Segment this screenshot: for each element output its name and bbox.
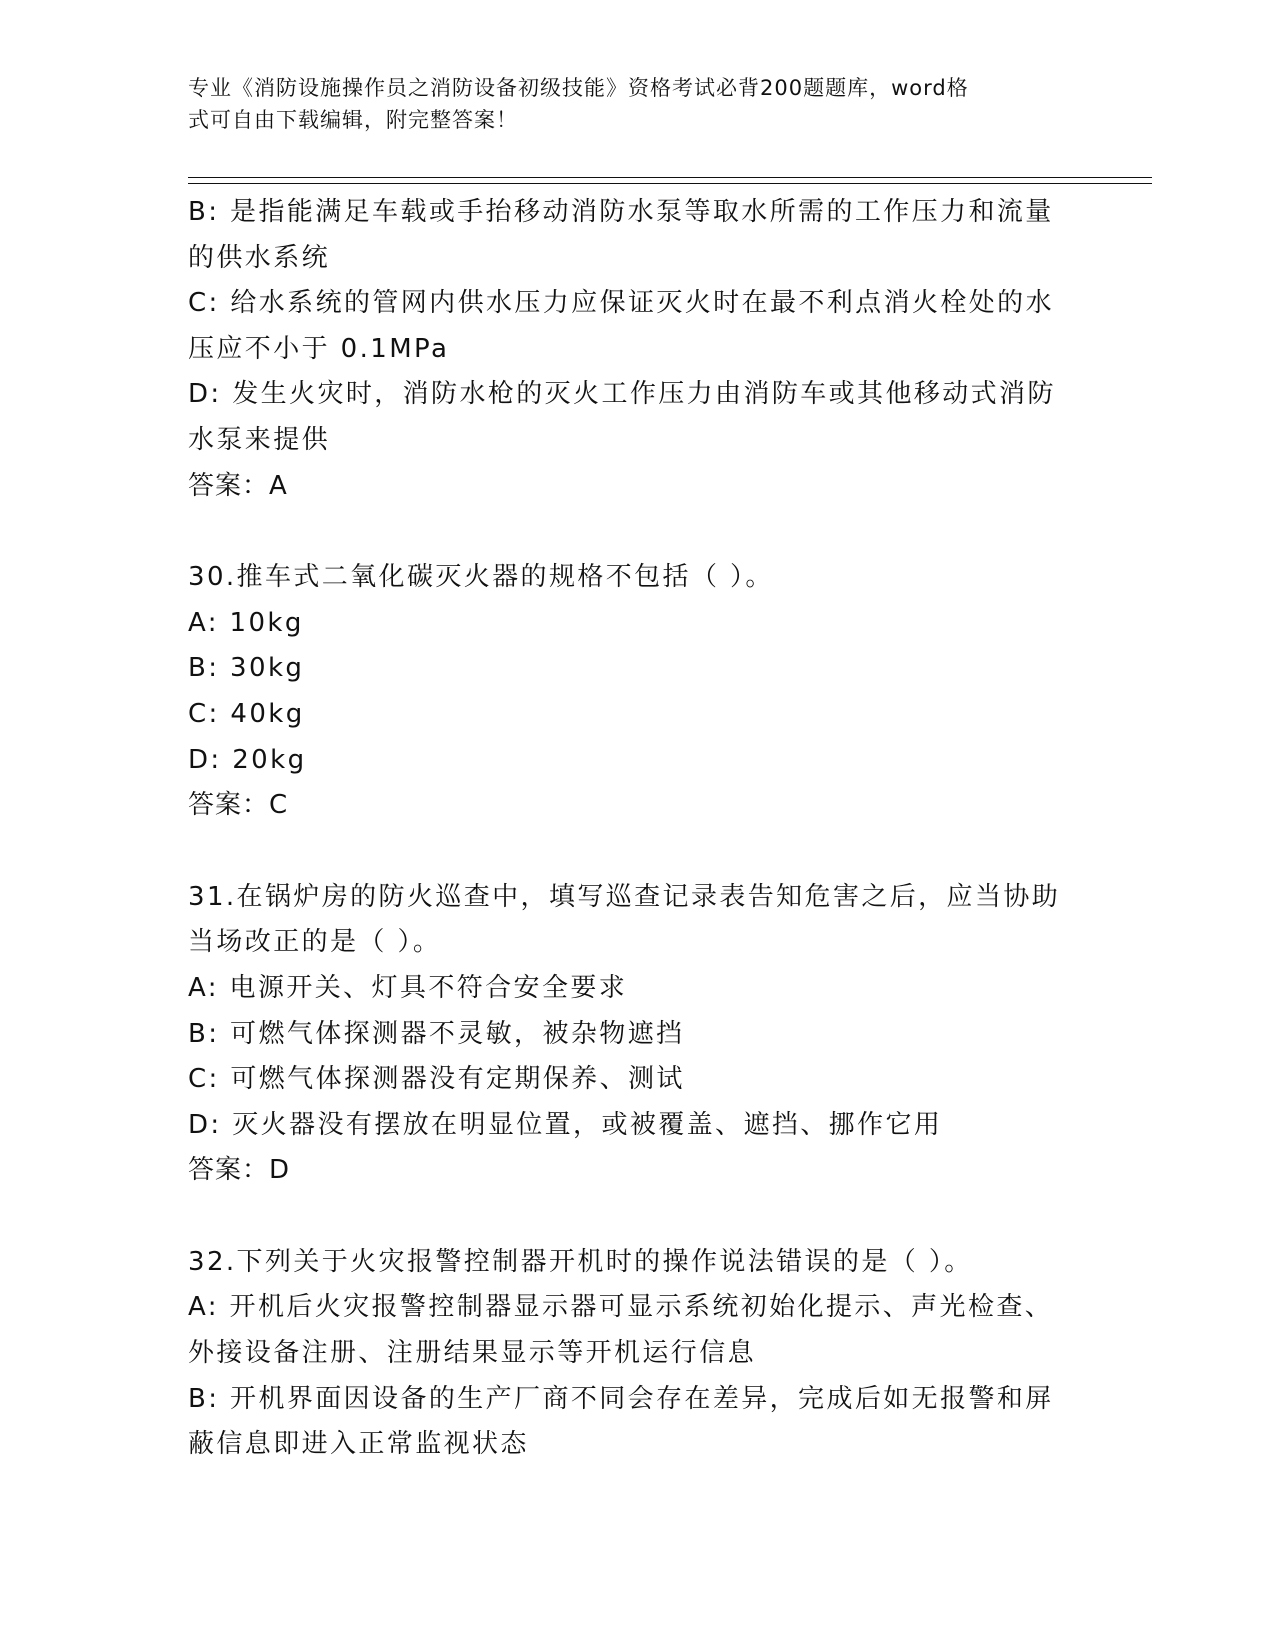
question-31-option-a: A: 电源开关、灯具不符合安全要求 bbox=[188, 972, 628, 1003]
header-line-1: 专业《消防设施操作员之消防设备初级技能》资格考试必背200题题库，word格 bbox=[188, 76, 969, 100]
option-c-line-2: 压应不小于 0.1MPa bbox=[188, 333, 450, 364]
document-header bbox=[188, 72, 1088, 136]
spacer bbox=[188, 509, 1088, 555]
spacer bbox=[188, 1194, 1088, 1240]
question-32-stem: 32.下列关于火灾报警控制器开机时的操作说法错误的是（ ）。 bbox=[188, 1246, 973, 1277]
header-line-2: 式可自由下载编辑，附完整答案！ bbox=[188, 108, 518, 132]
question-32-option-a-line-2: 外接设备注册、注册结果显示等开机运行信息 bbox=[188, 1338, 757, 1369]
option-d-line-2: 水泵来提供 bbox=[188, 424, 331, 455]
option-b-line-2: 的供水系统 bbox=[188, 242, 331, 273]
question-31-stem-line-2: 当场改正的是（ ）。 bbox=[188, 927, 442, 958]
question-30-option-c: C: 40kg bbox=[188, 698, 305, 729]
answer-29: 答案：A bbox=[188, 470, 288, 501]
question-30-option-d: D: 20kg bbox=[188, 744, 307, 775]
question-31-option-c: C: 可燃气体探测器没有定期保养、测试 bbox=[188, 1064, 685, 1095]
question-32-option-b-line-2: 蔽信息即进入正常监视状态 bbox=[188, 1429, 529, 1460]
question-30-stem: 30.推车式二氧化碳灭火器的规格不包括（ ）。 bbox=[188, 562, 774, 593]
question-32-option-b-line-1: B: 开机界面因设备的生产厂商不同会存在差异，完成后如无报警和屏 bbox=[188, 1383, 1054, 1414]
answer-30: 答案：C bbox=[188, 790, 289, 821]
option-b-line-1: B: 是指能满足车载或手抬移动消防水泵等取水所需的工作压力和流量 bbox=[188, 197, 1054, 227]
option-d-line-1: D: 发生火灾时，消防水枪的灭火工作压力由消防车或其他移动式消防 bbox=[188, 379, 1056, 410]
header-rule-bottom bbox=[188, 183, 1152, 184]
question-30-option-a: A: 10kg bbox=[188, 607, 304, 638]
question-list bbox=[188, 190, 1088, 1468]
question-30-option-b: B: 30kg bbox=[188, 653, 305, 684]
answer-31: 答案：D bbox=[188, 1155, 291, 1186]
option-c-line-1: C: 给水系统的管网内供水压力应保证灭火时在最不利点消火栓处的水 bbox=[188, 288, 1054, 319]
question-31-option-b: B: 可燃气体探测器不灵敏，被杂物遮挡 bbox=[188, 1018, 685, 1049]
question-31-stem-line-1: 31.在锅炉房的防火巡查中，填写巡查记录表告知危害之后，应当协助 bbox=[188, 881, 1061, 912]
header-rule-top bbox=[188, 177, 1152, 178]
question-32-option-a-line-1: A: 开机后火灾报警控制器显示器可显示系统初始化提示、声光检查、 bbox=[188, 1292, 1054, 1323]
spacer bbox=[188, 829, 1088, 875]
question-31-option-d: D: 灭火器没有摆放在明显位置，或被覆盖、遮挡、挪作它用 bbox=[188, 1109, 943, 1140]
